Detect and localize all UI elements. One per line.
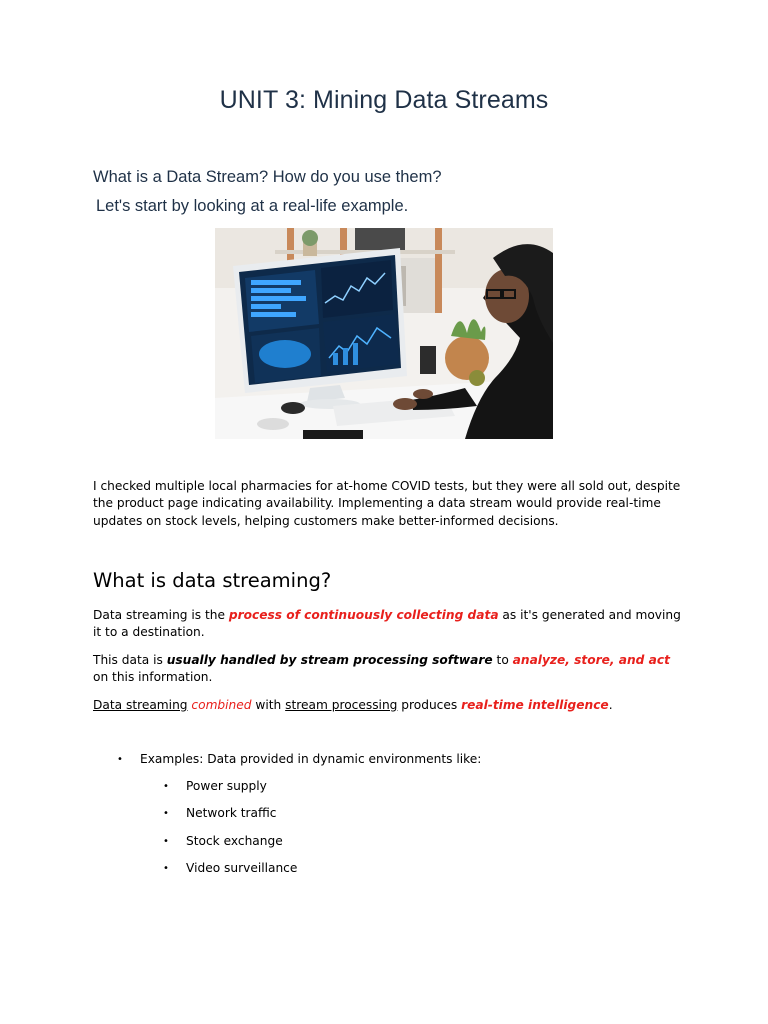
bullet-icon: • (163, 781, 169, 792)
list-item-label: Examples: Data provided in dynamic environments like: (140, 752, 482, 766)
p2-text-a: This data is (93, 653, 167, 667)
list-item-label: Stock exchange (186, 834, 283, 848)
photo-woman-at-computer (215, 228, 553, 439)
list-item (163, 860, 297, 877)
list-item (163, 805, 277, 822)
p1-text-c: as it's generated and moving it to a destination. (93, 608, 681, 640)
bullet-icon: • (163, 863, 169, 874)
p2-text-e: on this information. (93, 670, 213, 685)
definition-paragraph (93, 607, 683, 642)
p3-produces: produces (401, 698, 458, 712)
p3-real-time-intelligence: real-time intelligence (461, 698, 609, 712)
p2-text-c: to (492, 653, 513, 667)
list-item-label: Power supply (186, 779, 267, 793)
p3-stream-processing: stream processing (285, 698, 398, 712)
processing-paragraph (93, 652, 683, 687)
p3-with: with (255, 698, 282, 712)
p3-combined: combined (191, 698, 252, 712)
question-line: What is a Data Stream? How do you use them? (93, 168, 442, 186)
section-heading: What is data streaming? (93, 569, 332, 592)
intelligence-paragraph (93, 697, 683, 714)
p2-emphasis-software: usually handled by stream processing software (166, 653, 493, 667)
list-item-examples (117, 751, 481, 768)
bullet-icon: • (117, 754, 123, 765)
list-item-label: Network traffic (186, 806, 277, 820)
p3-data-streaming: Data streaming (93, 698, 188, 712)
page-title: UNIT 3: Mining Data Streams (219, 86, 549, 114)
list-item-label: Video surveillance (186, 861, 298, 875)
intro-paragraph: I checked multiple local pharmacies for at-home COVID tests, but they were all sold out, despite the product page indicating availability. Implementing a data stream would provide real-time updates on stock levels, helping customers make better-informed decisions. (93, 479, 681, 528)
bullet-icon: • (163, 808, 169, 819)
question-subline: Let's start by looking at a real-life example. (96, 197, 409, 215)
p1-text-a: Data streaming is the (93, 608, 229, 622)
p3-period: . (608, 698, 613, 712)
bullet-icon: • (163, 836, 169, 847)
list-item (163, 778, 267, 795)
list-item (163, 833, 283, 850)
p1-emphasis: process of continuously collecting data (228, 608, 499, 622)
p2-emphasis-actions: analyze, store, and act (512, 653, 670, 667)
